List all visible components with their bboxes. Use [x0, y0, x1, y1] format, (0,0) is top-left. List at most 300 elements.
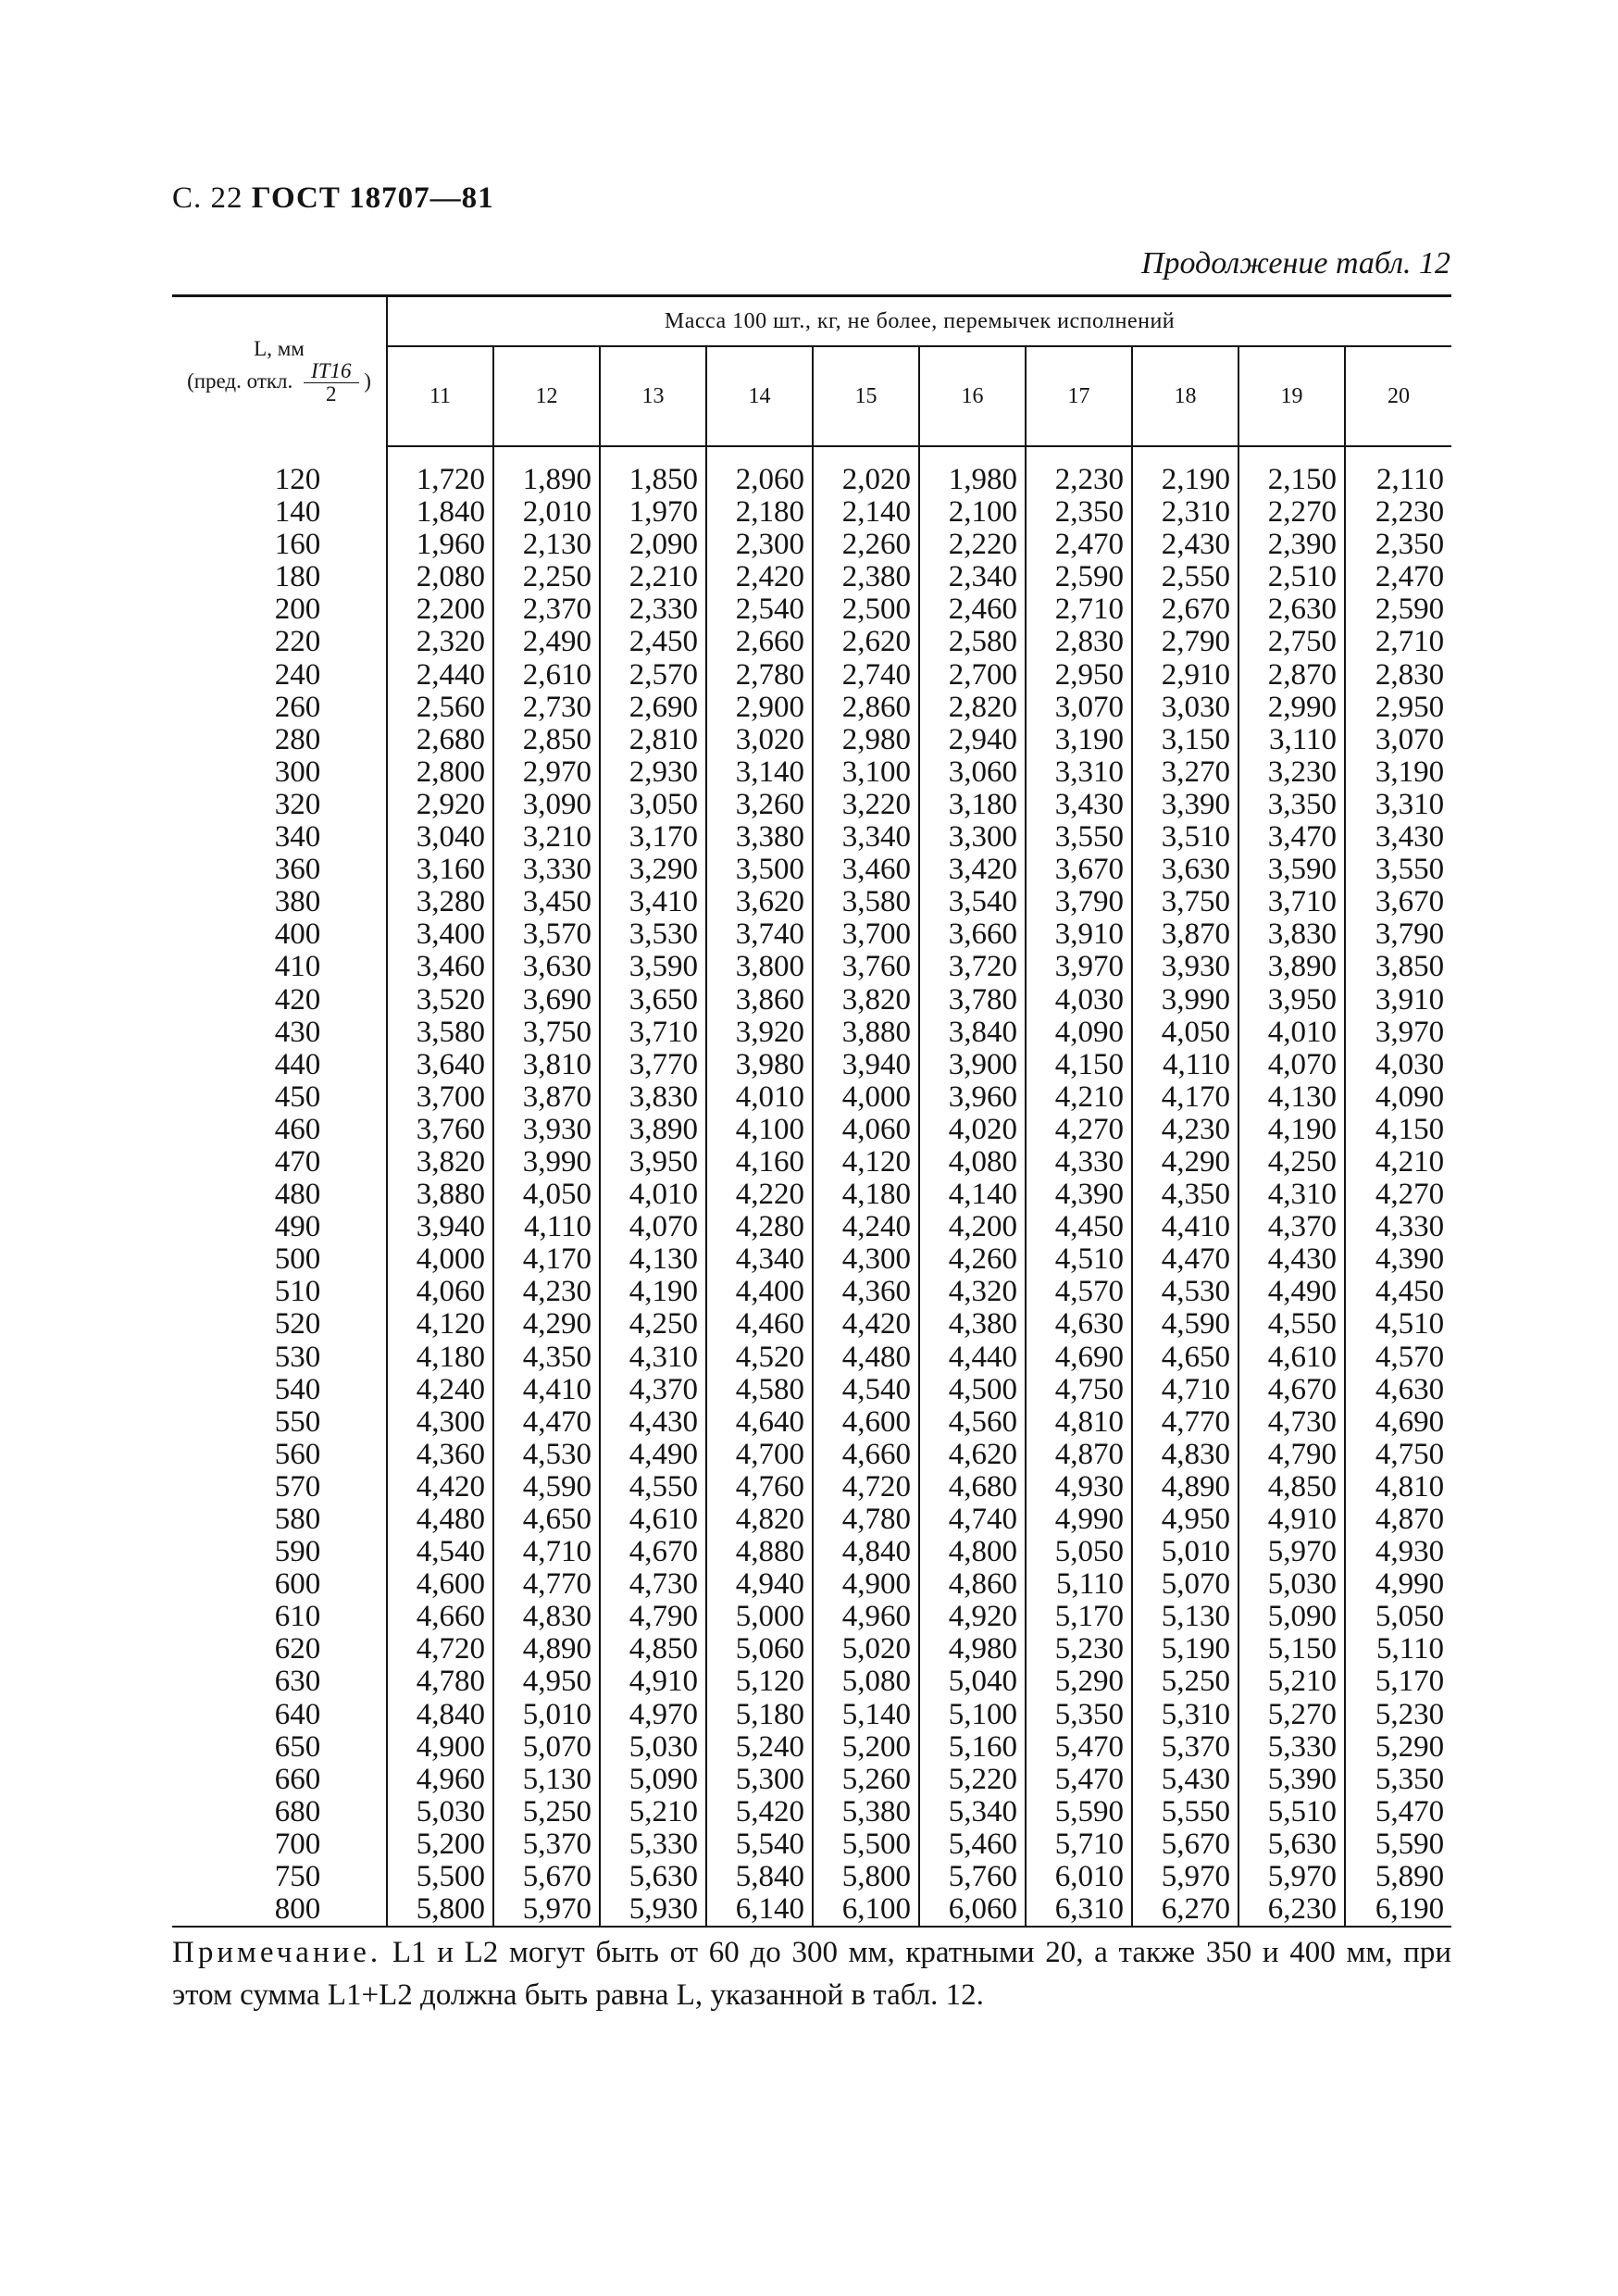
mass-cell: 5,040: [919, 1666, 1026, 1698]
mass-cell: 4,920: [919, 1601, 1026, 1633]
mass-cell: 4,780: [813, 1504, 919, 1536]
mass-cell: 3,580: [813, 886, 919, 918]
mass-cell: 3,470: [1238, 821, 1345, 854]
mass-cell: 5,190: [1132, 1633, 1238, 1666]
table-row: [172, 529, 1451, 561]
length-cell: 220: [274, 625, 321, 659]
mass-cell: 2,750: [1238, 626, 1345, 658]
mass-cell: 3,630: [493, 951, 600, 983]
mass-cell: 5,630: [1238, 1828, 1345, 1861]
mass-cell: 4,350: [493, 1341, 600, 1374]
table-row: [172, 561, 1451, 593]
mass-cell: 4,610: [600, 1504, 706, 1536]
mass-cell: 4,890: [493, 1633, 600, 1666]
table-row: [172, 1601, 1451, 1633]
mass-cell: 2,190: [1132, 464, 1238, 496]
mass-cell: 1,970: [600, 496, 706, 529]
length-cell: 800: [274, 1892, 321, 1927]
length-cell: 750: [274, 1860, 321, 1894]
mass-cell: 2,910: [1132, 659, 1238, 692]
mass-cell: 4,300: [387, 1406, 493, 1439]
mass-cell: 3,710: [1238, 886, 1345, 918]
mass-cell: 5,140: [813, 1699, 919, 1731]
mass-cell: 4,300: [813, 1243, 919, 1276]
mass-cell: 4,620: [919, 1439, 1026, 1471]
mass-cell: 4,930: [1026, 1471, 1132, 1504]
mass-cell: 5,500: [813, 1828, 919, 1861]
mass-cell: 3,930: [493, 1114, 600, 1146]
version-header-15: 15: [813, 346, 919, 446]
mass-cell: 3,930: [1132, 951, 1238, 983]
table-row: [172, 1471, 1451, 1504]
mass-cell: 5,210: [600, 1796, 706, 1828]
mass-cell: 4,970: [600, 1699, 706, 1731]
mass-cell: 5,270: [1238, 1699, 1345, 1731]
mass-cell: 4,180: [813, 1179, 919, 1211]
mass-cell: 4,480: [387, 1504, 493, 1536]
mass-cell: 4,460: [706, 1308, 813, 1341]
page-number: С. 22: [172, 181, 243, 215]
mass-cell: 5,550: [1132, 1796, 1238, 1828]
mass-cell: 3,410: [600, 886, 706, 918]
mass-cell: 4,210: [1345, 1146, 1451, 1179]
mass-cell: 3,940: [387, 1211, 493, 1243]
mass-cell: 3,880: [387, 1179, 493, 1211]
mass-cell: 4,780: [387, 1666, 493, 1698]
mass-cell: 6,190: [1345, 1893, 1451, 1927]
mass-cell: 4,340: [706, 1243, 813, 1276]
length-cell: 450: [274, 1079, 321, 1114]
mass-cell: 6,140: [706, 1893, 813, 1927]
length-cell: 610: [274, 1600, 321, 1634]
mass-cell: 4,240: [387, 1374, 493, 1406]
mass-cell: 3,260: [706, 789, 813, 821]
length-cell: 550: [274, 1404, 321, 1439]
mass-cell: 3,060: [919, 756, 1026, 789]
length-cell: 120: [274, 463, 321, 496]
mass-cell: 2,470: [1026, 529, 1132, 561]
mass-cell: 5,470: [1345, 1796, 1451, 1828]
mass-cell: 5,970: [1238, 1861, 1345, 1893]
mass-cell: 2,810: [600, 724, 706, 756]
mass-cell: 4,990: [1345, 1568, 1451, 1601]
mass-cell: 4,420: [813, 1308, 919, 1341]
mass-cell: 4,280: [706, 1211, 813, 1243]
mass-cell: 3,100: [813, 756, 919, 789]
mass-cell: 3,670: [1026, 854, 1132, 886]
mass-cell: 3,640: [387, 1049, 493, 1081]
version-header-14: 14: [706, 346, 813, 446]
mass-cell: 4,510: [1026, 1243, 1132, 1276]
mass-cell: 4,470: [493, 1406, 600, 1439]
mass-cell: 4,850: [600, 1633, 706, 1666]
tolerance-denominator: 2: [326, 382, 337, 406]
mass-cell: 3,110: [1238, 724, 1345, 756]
mass-cell: 2,270: [1238, 496, 1345, 529]
mass-cell: 4,410: [493, 1374, 600, 1406]
length-cell: 400: [274, 917, 321, 952]
mass-cell: 3,390: [1132, 789, 1238, 821]
mass-cell: 3,870: [493, 1081, 600, 1114]
mass-cell: 3,020: [706, 724, 813, 756]
mass-cell: 4,100: [706, 1114, 813, 1146]
mass-cell: 4,030: [1026, 984, 1132, 1017]
length-cell: 500: [274, 1242, 321, 1277]
mass-cell: 3,760: [813, 951, 919, 983]
mass-cell: 4,370: [600, 1374, 706, 1406]
length-cell: 440: [274, 1047, 321, 1081]
mass-cell: 4,540: [813, 1374, 919, 1406]
mass-cell: 4,490: [600, 1439, 706, 1471]
mass-cell: 4,090: [1345, 1081, 1451, 1114]
mass-cell: 2,830: [1345, 659, 1451, 692]
mass-cell: 5,710: [1026, 1828, 1132, 1861]
mass-cell: 2,630: [1238, 593, 1345, 626]
mass-cell: 3,630: [1132, 854, 1238, 886]
mass-cell: 3,950: [600, 1146, 706, 1179]
mass-cell: 3,990: [493, 1146, 600, 1179]
length-cell: 660: [274, 1762, 321, 1796]
mass-cell: 4,640: [706, 1406, 813, 1439]
mass-cell: 3,910: [1345, 984, 1451, 1017]
table-row: [172, 659, 1451, 692]
version-header-16: 16: [919, 346, 1026, 446]
mass-cell: 5,380: [813, 1796, 919, 1828]
mass-cell: 2,990: [1238, 692, 1345, 724]
mass-cell: 4,410: [1132, 1211, 1238, 1243]
mass-cell: 6,100: [813, 1893, 919, 1927]
length-cell: 340: [274, 820, 321, 855]
mass-cell: 2,420: [706, 561, 813, 593]
length-cell: 280: [274, 722, 321, 756]
mass-cell: 5,110: [1345, 1633, 1451, 1666]
mass-cell: 2,590: [1026, 561, 1132, 593]
mass-cell: 4,830: [1132, 1439, 1238, 1471]
table-row: [172, 854, 1451, 886]
mass-cell: 2,450: [600, 626, 706, 658]
mass-table: [172, 294, 1451, 1928]
table-row: [172, 821, 1451, 854]
version-header-19: 19: [1238, 346, 1345, 446]
mass-cell: 4,390: [1026, 1179, 1132, 1211]
mass-cell: 4,870: [1026, 1439, 1132, 1471]
mass-cell: 5,030: [1238, 1568, 1345, 1601]
mass-cell: 3,710: [600, 1017, 706, 1049]
mass-cell: 3,380: [706, 821, 813, 854]
mass-cell: 4,430: [600, 1406, 706, 1439]
mass-cell: 2,460: [919, 593, 1026, 626]
mass-cell: 4,290: [1132, 1146, 1238, 1179]
mass-cell: 6,060: [919, 1893, 1026, 1927]
mass-table-body: [172, 446, 1451, 1927]
length-cell: 570: [274, 1469, 321, 1504]
mass-cell: 4,420: [387, 1471, 493, 1504]
mass-cell: 5,100: [919, 1699, 1026, 1731]
mass-cell: 2,820: [919, 692, 1026, 724]
length-cell: 490: [274, 1210, 321, 1244]
mass-cell: 2,680: [387, 724, 493, 756]
mass-cell: 3,660: [919, 918, 1026, 951]
mass-cell: 5,670: [1132, 1828, 1238, 1861]
mass-cell: 3,820: [813, 984, 919, 1017]
mass-cell: 5,030: [387, 1796, 493, 1828]
mass-cell: 4,530: [1132, 1276, 1238, 1308]
mass-cell: 2,330: [600, 593, 706, 626]
mass-cell: 5,170: [1345, 1666, 1451, 1698]
length-cell: 560: [274, 1437, 321, 1471]
mass-cell: 5,090: [1238, 1601, 1345, 1633]
mass-cell: 3,750: [1132, 886, 1238, 918]
mass-cell: 4,670: [1238, 1374, 1345, 1406]
length-cell: 680: [274, 1794, 321, 1828]
mass-cell: 2,790: [1132, 626, 1238, 658]
mass-cell: 4,450: [1345, 1276, 1451, 1308]
length-cell: 700: [274, 1827, 321, 1861]
table-row: [172, 1179, 1451, 1211]
mass-cell: 4,000: [387, 1243, 493, 1276]
mass-cell: 5,500: [387, 1861, 493, 1893]
mass-cell: 2,080: [387, 561, 493, 593]
mass-cell: 4,660: [813, 1439, 919, 1471]
mass-cell: 3,720: [919, 951, 1026, 983]
mass-cell: 4,360: [813, 1276, 919, 1308]
mass-cell: 4,190: [600, 1276, 706, 1308]
mass-cell: 3,780: [919, 984, 1026, 1017]
mass-cell: 2,710: [1345, 626, 1451, 658]
mass-cell: 5,070: [493, 1731, 600, 1764]
length-cell: 650: [274, 1729, 321, 1764]
mass-cell: 5,210: [1238, 1666, 1345, 1698]
tolerance-numerator: IT16: [304, 360, 358, 383]
length-cell: 530: [274, 1340, 321, 1374]
mass-cell: 4,070: [600, 1211, 706, 1243]
mass-cell: 5,250: [1132, 1666, 1238, 1698]
mass-cell: 4,560: [919, 1406, 1026, 1439]
mass-cell: 4,770: [1132, 1406, 1238, 1439]
mass-cell: 4,720: [387, 1633, 493, 1666]
length-cell: 540: [274, 1372, 321, 1406]
mass-cell: 4,230: [493, 1276, 600, 1308]
table-continuation-caption: Продолжение табл. 12: [1140, 246, 1450, 281]
mass-cell: 5,330: [600, 1828, 706, 1861]
table-spacer-row: [172, 446, 1451, 464]
mass-cell: 4,830: [493, 1601, 600, 1633]
mass-cell: 2,730: [493, 692, 600, 724]
table-row: [172, 626, 1451, 658]
mass-cell: 5,200: [387, 1828, 493, 1861]
mass-cell: 3,460: [387, 951, 493, 983]
mass-cell: 4,090: [1026, 1017, 1132, 1049]
mass-cell: 4,730: [1238, 1406, 1345, 1439]
mass-cell: 5,370: [1132, 1731, 1238, 1764]
mass-cell: 4,450: [1026, 1211, 1132, 1243]
mass-cell: 3,300: [919, 821, 1026, 854]
mass-cell: 2,670: [1132, 593, 1238, 626]
mass-cell: 2,570: [600, 659, 706, 692]
mass-cell: 3,590: [600, 951, 706, 983]
mass-cell: 2,780: [706, 659, 813, 692]
mass-cell: 3,180: [919, 789, 1026, 821]
mass-cell: 5,170: [1026, 1601, 1132, 1633]
mass-cell: 4,610: [1238, 1341, 1345, 1374]
mass-cell: 3,310: [1345, 789, 1451, 821]
mass-cell: 4,790: [600, 1601, 706, 1633]
length-header-line1: L, мм: [254, 337, 305, 360]
mass-cell: 4,160: [706, 1146, 813, 1179]
mass-cell: 2,970: [493, 756, 600, 789]
mass-cell: 3,530: [600, 918, 706, 951]
mass-cell: 4,190: [1238, 1114, 1345, 1146]
mass-cell: 4,690: [1345, 1406, 1451, 1439]
mass-cell: 4,490: [1238, 1276, 1345, 1308]
table-row: [172, 1666, 1451, 1698]
mass-cell: 3,900: [919, 1049, 1026, 1081]
mass-cell: 4,990: [1026, 1504, 1132, 1536]
mass-cell: 4,060: [813, 1114, 919, 1146]
mass-cell: 2,470: [1345, 561, 1451, 593]
mass-cell: 4,570: [1026, 1276, 1132, 1308]
mass-cell: 2,870: [1238, 659, 1345, 692]
mass-cell: 5,840: [706, 1861, 813, 1893]
mass-cell: 4,910: [1238, 1504, 1345, 1536]
mass-cell: 5,260: [813, 1764, 919, 1796]
length-cell: 320: [274, 787, 321, 821]
mass-cell: 5,330: [1238, 1731, 1345, 1764]
version-header-18: 18: [1132, 346, 1238, 446]
mass-cell: 5,890: [1345, 1861, 1451, 1893]
mass-cell: 3,580: [387, 1017, 493, 1049]
mass-cell: 4,950: [493, 1666, 600, 1698]
mass-cell: 5,080: [813, 1666, 919, 1698]
mass-cell: 4,270: [1345, 1179, 1451, 1211]
mass-cell: 3,190: [1345, 756, 1451, 789]
mass-cell: 4,630: [1026, 1308, 1132, 1341]
mass-cell: 4,550: [600, 1471, 706, 1504]
mass-cell: 2,380: [813, 561, 919, 593]
mass-cell: 4,680: [919, 1471, 1026, 1504]
mass-cell: 5,630: [600, 1861, 706, 1893]
mass-cell: 5,390: [1238, 1764, 1345, 1796]
mass-cell: 4,350: [1132, 1179, 1238, 1211]
table-row: [172, 1211, 1451, 1243]
mass-cell: 3,950: [1238, 984, 1345, 1017]
table-row: [172, 1276, 1451, 1308]
mass-cell: 3,970: [1026, 951, 1132, 983]
mass-cell: 2,950: [1026, 659, 1132, 692]
mass-cell: 3,740: [706, 918, 813, 951]
mass-cell: 4,840: [387, 1699, 493, 1731]
mass-cell: 3,980: [706, 1049, 813, 1081]
mass-cell: 3,800: [706, 951, 813, 983]
mass-cell: 5,240: [706, 1731, 813, 1764]
mass-cell: 2,200: [387, 593, 493, 626]
mass-cell: 4,150: [1026, 1049, 1132, 1081]
mass-cell: 1,840: [387, 496, 493, 529]
mass-cell: 2,920: [387, 789, 493, 821]
mass-cell: 3,790: [1026, 886, 1132, 918]
table-note: [172, 1931, 1451, 2016]
mass-cell: 3,870: [1132, 918, 1238, 951]
mass-cell: 4,050: [493, 1179, 600, 1211]
mass-cell: 5,470: [1026, 1764, 1132, 1796]
mass-cell: 4,960: [387, 1764, 493, 1796]
mass-cell: 2,850: [493, 724, 600, 756]
mass-cell: 4,400: [706, 1276, 813, 1308]
length-cell: 200: [274, 593, 321, 627]
mass-cell: 4,710: [493, 1536, 600, 1568]
mass-cell: 3,430: [1026, 789, 1132, 821]
mass-cell: 6,230: [1238, 1893, 1345, 1927]
mass-cell: 4,590: [1132, 1308, 1238, 1341]
table-row: [172, 1731, 1451, 1764]
mass-cell: 3,910: [1026, 918, 1132, 951]
mass-cell: 4,230: [1132, 1114, 1238, 1146]
tolerance-fraction: [304, 360, 358, 406]
mass-cell: 2,690: [600, 692, 706, 724]
mass-cell: 3,160: [387, 854, 493, 886]
mass-cell: 3,850: [1345, 951, 1451, 983]
mass-cell: 3,040: [387, 821, 493, 854]
mass-cell: 5,510: [1238, 1796, 1345, 1828]
mass-cell: 5,590: [1345, 1828, 1451, 1861]
mass-cell: 3,330: [493, 854, 600, 886]
mass-cell: 2,430: [1132, 529, 1238, 561]
mass-cell: 2,230: [1345, 496, 1451, 529]
mass-cell: 2,310: [1132, 496, 1238, 529]
table-row: [172, 918, 1451, 951]
mass-cell: 4,510: [1345, 1308, 1451, 1341]
mass-cell: 4,110: [493, 1211, 600, 1243]
mass-cell: 5,310: [1132, 1699, 1238, 1731]
mass-cell: 4,950: [1132, 1504, 1238, 1536]
mass-cell: 4,820: [706, 1504, 813, 1536]
mass-cell: 4,150: [1345, 1114, 1451, 1146]
length-cell: 300: [274, 755, 321, 789]
mass-cell: 5,800: [387, 1893, 493, 1927]
mass-cell: 3,420: [919, 854, 1026, 886]
length-column-header: [172, 296, 387, 447]
mass-cell: 4,380: [919, 1308, 1026, 1341]
mass-cell: 4,690: [1026, 1341, 1132, 1374]
mass-cell: 3,700: [387, 1081, 493, 1114]
table-row: [172, 1796, 1451, 1828]
mass-cell: 5,130: [493, 1764, 600, 1796]
mass-cell: 4,550: [1238, 1308, 1345, 1341]
mass-cell: 4,200: [919, 1211, 1026, 1243]
mass-cell: 4,250: [1238, 1146, 1345, 1179]
mass-cell: 5,590: [1026, 1796, 1132, 1828]
mass-cell: 2,620: [813, 626, 919, 658]
mass-cell: 5,300: [706, 1764, 813, 1796]
length-cell: 580: [274, 1503, 321, 1536]
mass-cell: 2,550: [1132, 561, 1238, 593]
mass-cell: 3,550: [1026, 821, 1132, 854]
mass-cell: 4,590: [493, 1471, 600, 1504]
mass-cell: 4,120: [813, 1146, 919, 1179]
mass-cell: 5,130: [1132, 1601, 1238, 1633]
mass-cell: 3,890: [1238, 951, 1345, 983]
mass-cell: 2,180: [706, 496, 813, 529]
mass-cell: 5,110: [1026, 1568, 1132, 1601]
length-cell: 260: [274, 690, 321, 724]
mass-cell: 4,860: [919, 1568, 1026, 1601]
mass-cell: 2,110: [1345, 464, 1451, 496]
mass-cell: 2,440: [387, 659, 493, 692]
standard-number: ГОСТ 18707—81: [251, 181, 494, 215]
table-row: [172, 1017, 1451, 1049]
mass-cell: 3,150: [1132, 724, 1238, 756]
mass-cell: 4,310: [600, 1341, 706, 1374]
